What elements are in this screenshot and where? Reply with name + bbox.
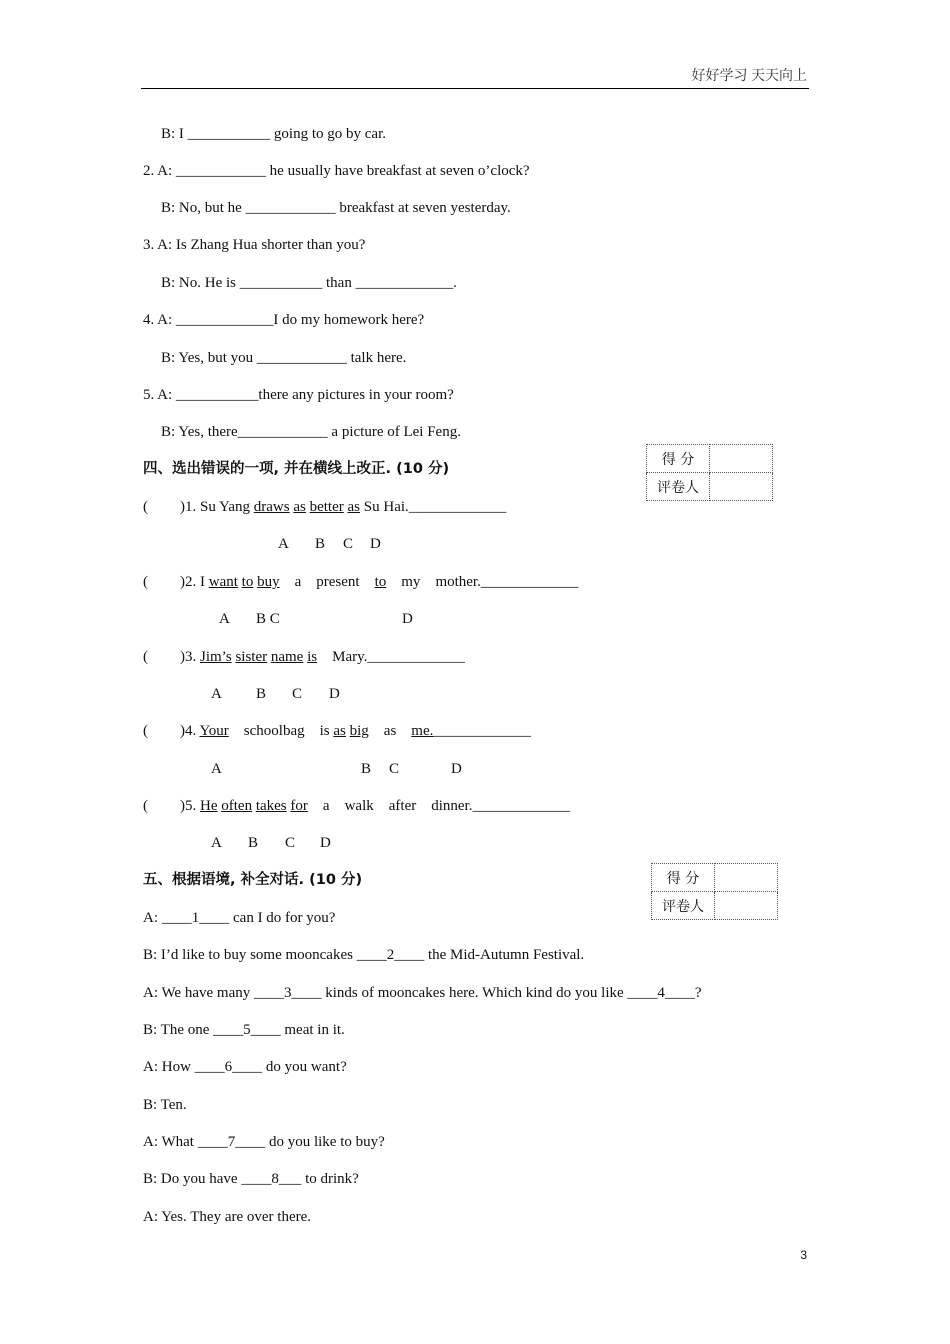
correction-blank[interactable]: _____________ <box>433 723 531 739</box>
score-field[interactable] <box>710 445 773 473</box>
grader-field[interactable] <box>710 473 773 501</box>
dialogue-line: B: No, but he ____________ breakfast at seven yesterday. <box>161 200 511 216</box>
dialogue-line: B: Yes, there____________ a picture of Lei Feng. <box>161 424 461 440</box>
section5-score-box <box>651 863 778 920</box>
error-item-4: ( )4. Your schoolbag is as big as me._____________ <box>143 723 531 739</box>
dialogue-line: B: The one ____5____ meat in it. <box>143 1022 345 1038</box>
page-header: 好好学习 天天向上 <box>691 69 807 84</box>
dialogue-line: B: Ten. <box>143 1097 187 1113</box>
page-number: 3 <box>800 1248 807 1262</box>
dialogue-line: A: ____1____ can I do for you? <box>143 910 336 926</box>
score-label: 得 分 <box>647 445 710 473</box>
correction-blank[interactable]: _____________ <box>408 499 507 515</box>
header-divider <box>141 88 809 89</box>
error-item-3: ( )3. Jim’s sister name is Mary._____________ <box>143 649 465 665</box>
dialogue-line: A: What ____7____ do you like to buy? <box>143 1134 385 1150</box>
dialogue-line: A: We have many ____3____ kinds of mooncakes here. Which kind do you like ____4____? <box>143 985 702 1001</box>
dialogue-line: B: No. He is ___________ than _____________. <box>161 275 457 291</box>
dialogue-line: A: Yes. They are over there. <box>143 1209 312 1225</box>
dialogue-line: 2. A: ____________ he usually have breakfast at seven o’clock? <box>143 163 530 179</box>
correction-blank[interactable]: _____________ <box>480 574 579 590</box>
section5-heading: 五、根据语境, 补全对话. (10 分) <box>143 872 363 888</box>
correction-blank[interactable]: _____________ <box>472 798 570 814</box>
answer-paren-open[interactable]: ( <box>143 499 148 515</box>
score-field[interactable] <box>715 864 778 892</box>
section4-score-box <box>646 444 773 501</box>
dialogue-line: B: I’d like to buy some mooncakes ____2____ the Mid-Autumn Festival. <box>143 947 585 963</box>
error-item-2: ( )2. I want to buy a present to my mother._____________ <box>143 574 579 590</box>
answer-paren-open[interactable]: ( <box>143 723 148 739</box>
correction-blank[interactable]: _____________ <box>367 649 465 665</box>
section4-heading: 四、选出错误的一项, 并在横线上改正. (10 分) <box>143 461 450 477</box>
answer-paren-open[interactable]: ( <box>143 649 148 665</box>
answer-paren-open[interactable]: ( <box>143 798 148 814</box>
dialogue-line: 3. A: Is Zhang Hua shorter than you? <box>143 237 366 253</box>
dialogue-line: B: Yes, but you ____________ talk here. <box>161 350 407 366</box>
grader-label: 评卷人 <box>652 892 715 920</box>
dialogue-line: 4. A: _____________I do my homework here? <box>143 312 425 328</box>
dialogue-line: A: How ____6____ do you want? <box>143 1059 347 1075</box>
error-item-1: ( )1. Su Yang draws as better as Su Hai._____________ <box>143 499 507 515</box>
dialogue-line: B: I ___________ going to go by car. <box>161 126 386 142</box>
answer-paren-open[interactable]: ( <box>143 574 148 590</box>
grader-label: 评卷人 <box>647 473 710 501</box>
error-item-5: ( )5. He often takes for a walk after dinner._____________ <box>143 798 570 814</box>
dialogue-line: 5. A: ___________there any pictures in your room? <box>143 387 454 403</box>
score-label: 得 分 <box>652 864 715 892</box>
grader-field[interactable] <box>715 892 778 920</box>
dialogue-line: B: Do you have ____8___ to drink? <box>143 1171 359 1187</box>
